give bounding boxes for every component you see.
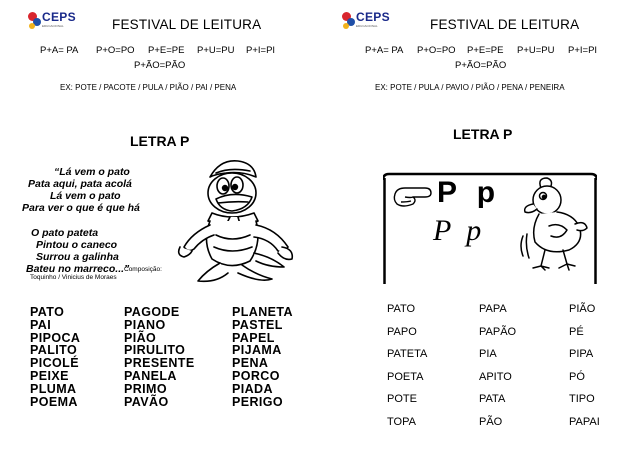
page-title: FESTIVAL DE LEITURA <box>112 17 262 32</box>
duck-illustration <box>519 176 591 272</box>
word: PIÃO <box>569 303 596 315</box>
word: PAI <box>30 317 52 332</box>
page-title: FESTIVAL DE LEITURA <box>430 17 580 32</box>
composicao-authors: Toquinho / Vinicius de Moraes <box>30 274 117 281</box>
word: PRIMO <box>124 381 167 396</box>
rule-pu: P+U=PU <box>517 45 555 56</box>
word: APITO <box>479 370 512 383</box>
word: PATO <box>387 303 416 315</box>
word-column-3 <box>569 298 600 433</box>
poem-line: O pato pateta <box>31 227 99 239</box>
poem-line: Pata aqui, pata acolá <box>28 178 132 190</box>
word: PAVÃO <box>124 394 169 409</box>
logo-subtext: EDUCACIONAL <box>356 24 378 28</box>
word: PAPO <box>387 325 417 338</box>
logo-yellow-dot <box>343 23 349 29</box>
word: PALITO <box>30 343 78 358</box>
letter-p-card <box>383 172 597 286</box>
rule-pe: P+E=PE <box>148 45 185 56</box>
cursive-letter-pp: P p <box>433 214 486 247</box>
word: PATETA <box>387 348 428 360</box>
donald-duck-illustration <box>176 155 304 285</box>
poem-credit <box>30 266 162 282</box>
word: PERIGO <box>232 394 284 409</box>
word: PAPEL <box>232 330 275 345</box>
word: PIANO <box>124 317 166 332</box>
word: TIPO <box>569 393 595 405</box>
word: PLUMA <box>30 381 77 396</box>
rule-pa: P+A= PA <box>365 45 404 56</box>
pointing-hand-icon <box>394 188 431 206</box>
logo-text: CEPS <box>356 10 390 24</box>
word: PIPOCA <box>30 330 81 345</box>
word: PIADA <box>232 381 273 396</box>
poem <box>22 166 140 275</box>
poem-line: Para ver o que é que há <box>22 202 140 214</box>
word: PAPÃO <box>479 325 517 338</box>
word-column-1 <box>30 306 80 408</box>
rule-pi: P+I=PI <box>568 45 598 56</box>
word-column-2 <box>479 298 516 433</box>
word: POETA <box>387 370 424 383</box>
rule-po: P+O=PO <box>96 45 135 56</box>
example-line: EX: POTE / PULA / PAVIO / PIÃO / PENA / PENEIRA <box>375 83 565 92</box>
word: PAPA <box>479 303 507 315</box>
word: POEMA <box>30 394 78 409</box>
rule-pa: P+A= PA <box>40 45 79 56</box>
ceps-logo <box>342 9 404 35</box>
print-letter-pp: P p <box>437 176 502 209</box>
poem-line: “Lá vem o pato <box>54 166 130 178</box>
logo-subtext: EDUCACIONAL <box>42 24 64 28</box>
word: PEIXE <box>30 368 69 383</box>
letra-heading: LETRA P <box>453 126 513 142</box>
ceps-logo <box>28 9 90 35</box>
letra-heading: LETRA P <box>130 133 190 149</box>
word: PÉ <box>569 325 584 338</box>
word: PASTEL <box>232 317 283 332</box>
logo-yellow-dot <box>29 23 35 29</box>
word: PLANETA <box>232 305 293 319</box>
word: PÃO <box>479 415 503 428</box>
poem-line: Lá vem o pato <box>50 190 121 202</box>
rule-pi: P+I=PI <box>246 45 276 56</box>
rule-po: P+O=PO <box>417 45 456 56</box>
word: PÓ <box>569 370 585 383</box>
word: PICOLÉ <box>30 356 79 371</box>
right-worksheet <box>319 0 638 451</box>
word: TOPA <box>387 415 416 428</box>
word-column-2 <box>124 306 195 408</box>
rule-pu: P+U=PU <box>197 45 235 56</box>
word: PIRULITO <box>124 343 186 358</box>
word: PIA <box>479 348 497 360</box>
word: PENA <box>232 356 269 371</box>
word: PRESENTE <box>124 356 195 371</box>
rule-pe: P+E=PE <box>467 45 504 56</box>
word: PATO <box>30 305 65 319</box>
logo-text: CEPS <box>42 10 76 24</box>
poem-line: Surrou a galinha <box>36 251 119 263</box>
word: PIPA <box>569 348 594 360</box>
word: PIJAMA <box>232 343 282 358</box>
rule-pao: P+ÃO=PÃO <box>134 60 186 71</box>
poem-line: Pintou o caneco <box>36 239 118 251</box>
word: PAGODE <box>124 305 180 319</box>
word: PATA <box>479 393 506 405</box>
word: PORCO <box>232 368 280 383</box>
word: POTE <box>387 393 417 405</box>
word-column-3 <box>232 306 293 408</box>
example-line: EX: POTE / PACOTE / PULA / PIÃO / PAI / PENA <box>60 83 237 92</box>
word: PIÃO <box>124 330 157 345</box>
rule-pao: P+ÃO=PÃO <box>455 60 507 71</box>
word: PANELA <box>124 368 177 383</box>
composicao-label: Composição: <box>124 266 162 273</box>
word: PAPAI <box>569 415 600 428</box>
word-column-1 <box>387 298 427 433</box>
poem-line: Bateu no marreco...” <box>26 263 130 275</box>
